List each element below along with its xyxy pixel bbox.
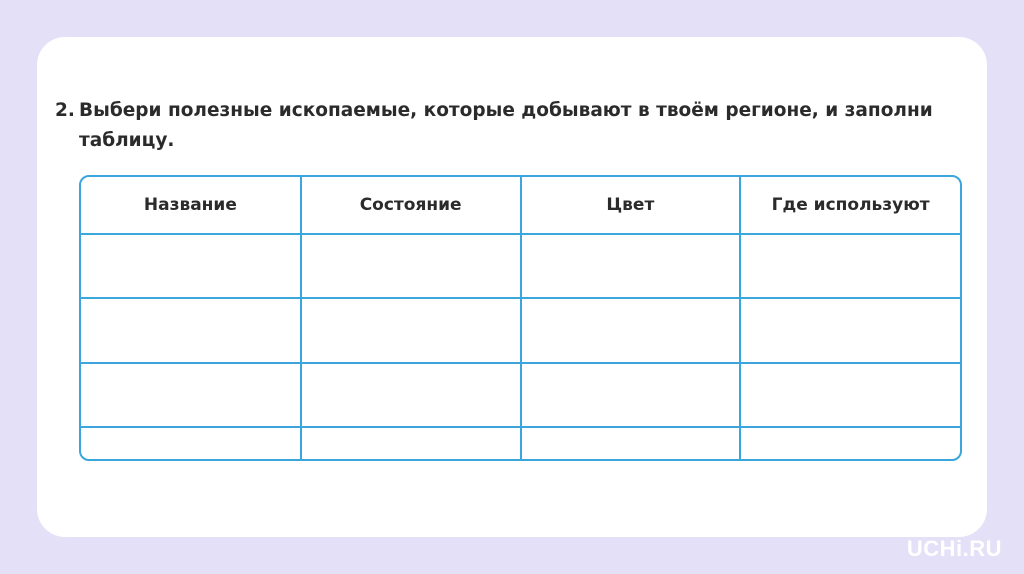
minerals-table bbox=[79, 175, 962, 461]
table-row bbox=[81, 298, 960, 362]
table-cell[interactable] bbox=[740, 234, 960, 298]
table-cell[interactable] bbox=[301, 234, 521, 298]
table-cell[interactable] bbox=[521, 427, 741, 459]
task-text-line-2: таблицу. bbox=[79, 130, 175, 151]
table-cell[interactable] bbox=[521, 234, 741, 298]
table-cell[interactable] bbox=[81, 363, 301, 427]
table-cell[interactable] bbox=[521, 363, 741, 427]
table-cell[interactable] bbox=[301, 363, 521, 427]
table-row bbox=[81, 363, 960, 427]
header-name: Название bbox=[81, 177, 301, 234]
task-text bbox=[55, 96, 955, 156]
table-cell[interactable] bbox=[740, 298, 960, 362]
header-state: Состояние bbox=[301, 177, 521, 234]
table-row bbox=[81, 427, 960, 459]
table-cell[interactable] bbox=[740, 427, 960, 459]
task-line-1 bbox=[55, 96, 955, 126]
header-usage: Где используют bbox=[740, 177, 960, 234]
table-cell[interactable] bbox=[81, 298, 301, 362]
uchi-watermark: UCHi.RU bbox=[906, 536, 1002, 561]
table-cell[interactable] bbox=[81, 427, 301, 459]
table-cell[interactable] bbox=[740, 363, 960, 427]
task-text-line-1: Выбери полезные ископаемые, которые добывают в твоём регионе, и заполни bbox=[79, 100, 933, 121]
task-number: 2. bbox=[55, 100, 75, 121]
table-header-row bbox=[81, 177, 960, 234]
table-cell[interactable] bbox=[301, 427, 521, 459]
table-cell[interactable] bbox=[301, 298, 521, 362]
table-cell[interactable] bbox=[521, 298, 741, 362]
table-cell[interactable] bbox=[81, 234, 301, 298]
header-color: Цвет bbox=[521, 177, 741, 234]
table-row bbox=[81, 234, 960, 298]
